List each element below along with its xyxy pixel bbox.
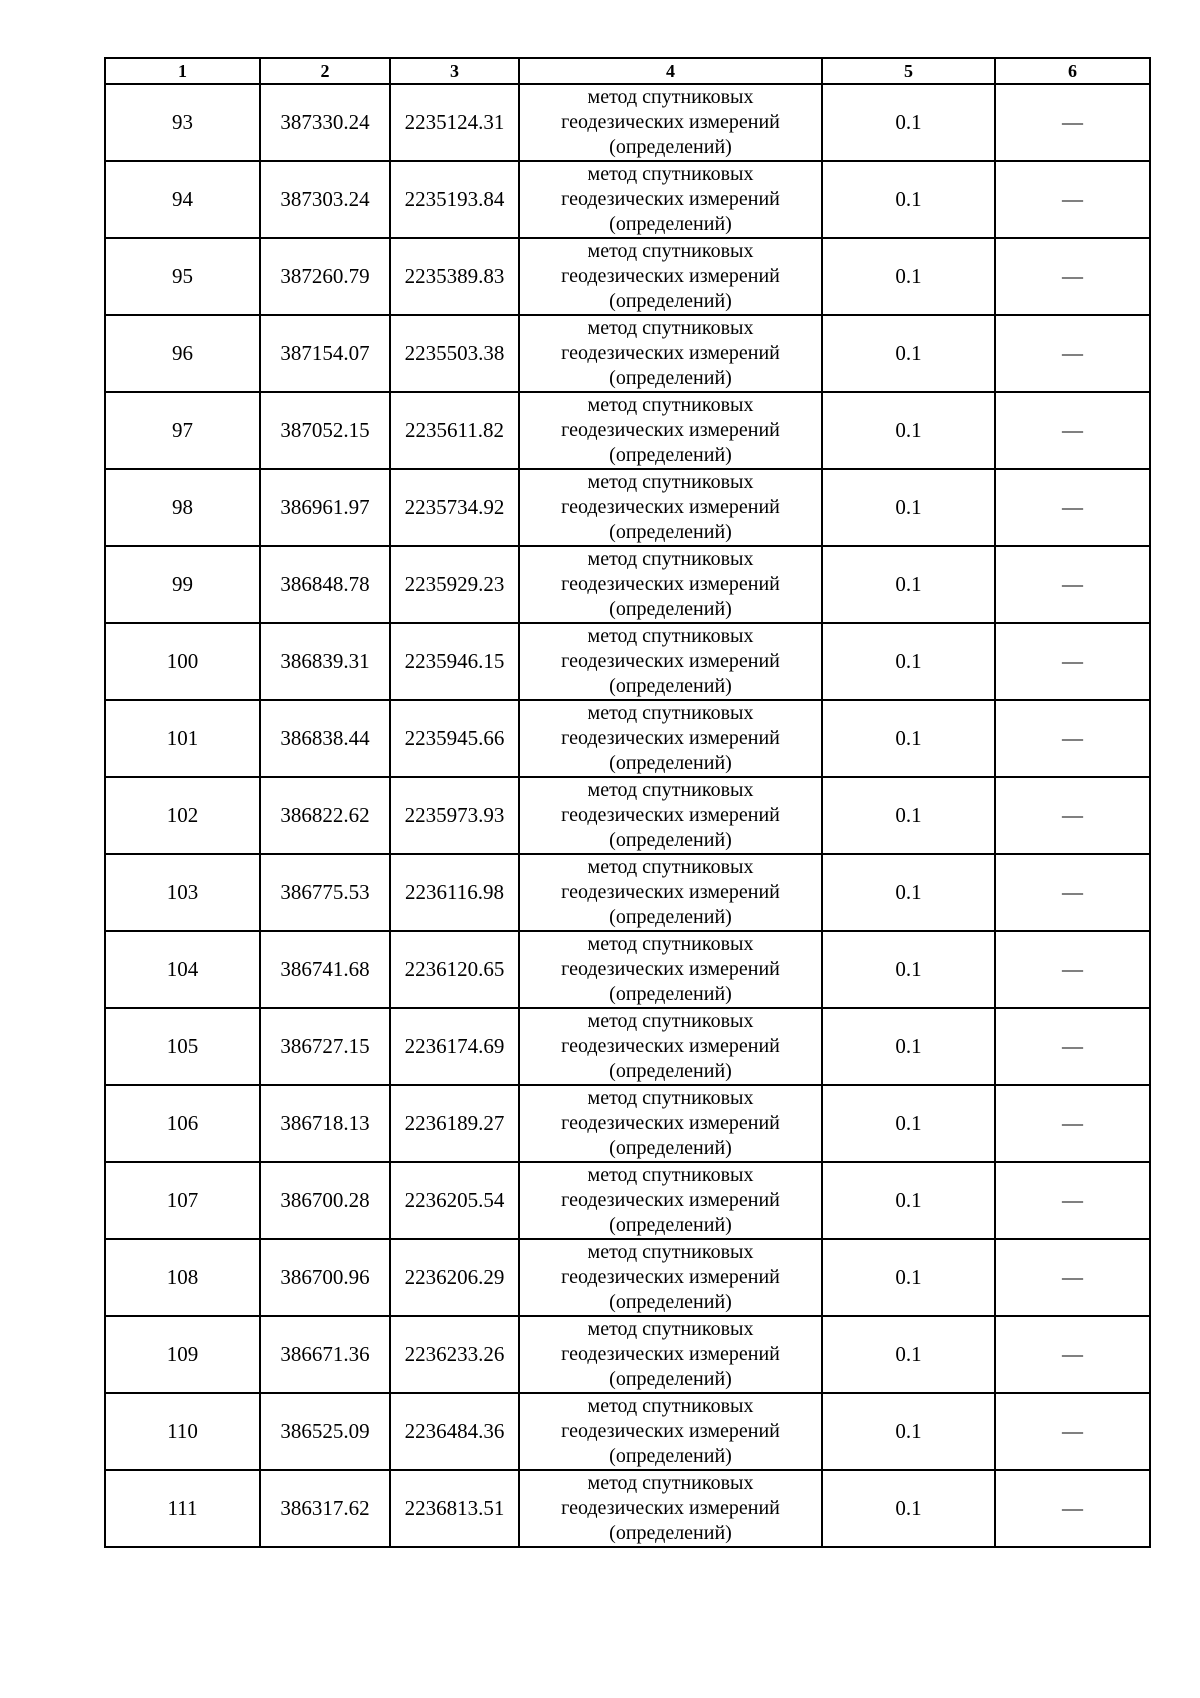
method-line: метод спутниковых bbox=[587, 317, 754, 339]
method-line: (определений) bbox=[609, 136, 732, 158]
method-line: геодезических измерений bbox=[561, 496, 780, 518]
table-row bbox=[105, 161, 1150, 238]
method-line: геодезических измерений bbox=[561, 804, 780, 826]
x-coordinate-cell: 386671.36 bbox=[260, 1316, 390, 1393]
y-coordinate-cell: 2236233.26 bbox=[390, 1316, 519, 1393]
point-number-cell: 102 bbox=[105, 777, 260, 854]
method-line: (определений) bbox=[609, 1522, 732, 1544]
method-line: (определений) bbox=[609, 906, 732, 928]
method-cell bbox=[519, 623, 822, 700]
note-cell: — bbox=[995, 1316, 1150, 1393]
method-cell bbox=[519, 1393, 822, 1470]
accuracy-cell: 0.1 bbox=[822, 700, 995, 777]
column-header-5: 5 bbox=[822, 58, 995, 84]
method-line: геодезических измерений bbox=[561, 881, 780, 903]
x-coordinate-cell: 386839.31 bbox=[260, 623, 390, 700]
method-line: геодезических измерений bbox=[561, 1112, 780, 1134]
table-body bbox=[105, 84, 1150, 1547]
method-cell bbox=[519, 238, 822, 315]
accuracy-cell: 0.1 bbox=[822, 1393, 995, 1470]
table-row bbox=[105, 1239, 1150, 1316]
column-header-3: 3 bbox=[390, 58, 519, 84]
method-cell bbox=[519, 777, 822, 854]
accuracy-cell: 0.1 bbox=[822, 546, 995, 623]
method-line: метод спутниковых bbox=[587, 625, 754, 647]
table-row bbox=[105, 700, 1150, 777]
x-coordinate-cell: 387303.24 bbox=[260, 161, 390, 238]
method-line: (определений) bbox=[609, 1291, 732, 1313]
x-coordinate-cell: 386718.13 bbox=[260, 1085, 390, 1162]
table-row bbox=[105, 392, 1150, 469]
point-number-cell: 99 bbox=[105, 546, 260, 623]
point-number-cell: 107 bbox=[105, 1162, 260, 1239]
x-coordinate-cell: 386961.97 bbox=[260, 469, 390, 546]
y-coordinate-cell: 2235945.66 bbox=[390, 700, 519, 777]
point-number-cell: 100 bbox=[105, 623, 260, 700]
x-coordinate-cell: 386700.28 bbox=[260, 1162, 390, 1239]
note-cell: — bbox=[995, 238, 1150, 315]
method-line: метод спутниковых bbox=[587, 1318, 754, 1340]
method-line: метод спутниковых bbox=[587, 1087, 754, 1109]
y-coordinate-cell: 2236116.98 bbox=[390, 854, 519, 931]
y-coordinate-cell: 2235973.93 bbox=[390, 777, 519, 854]
x-coordinate-cell: 387052.15 bbox=[260, 392, 390, 469]
method-line: метод спутниковых bbox=[587, 1472, 754, 1494]
point-number-cell: 109 bbox=[105, 1316, 260, 1393]
method-cell bbox=[519, 1085, 822, 1162]
note-cell: — bbox=[995, 469, 1150, 546]
method-line: метод спутниковых bbox=[587, 240, 754, 262]
y-coordinate-cell: 2236205.54 bbox=[390, 1162, 519, 1239]
method-line: геодезических измерений bbox=[561, 1035, 780, 1057]
accuracy-cell: 0.1 bbox=[822, 84, 995, 161]
table-row bbox=[105, 931, 1150, 1008]
note-cell: — bbox=[995, 777, 1150, 854]
y-coordinate-cell: 2236813.51 bbox=[390, 1470, 519, 1547]
column-header-6: 6 bbox=[995, 58, 1150, 84]
method-line: метод спутниковых bbox=[587, 1164, 754, 1186]
method-line: метод спутниковых bbox=[587, 702, 754, 724]
point-number-cell: 96 bbox=[105, 315, 260, 392]
method-line: метод спутниковых bbox=[587, 1010, 754, 1032]
method-line: метод спутниковых bbox=[587, 856, 754, 878]
note-cell: — bbox=[995, 392, 1150, 469]
table-row bbox=[105, 238, 1150, 315]
x-coordinate-cell: 386822.62 bbox=[260, 777, 390, 854]
method-line: метод спутниковых bbox=[587, 1395, 754, 1417]
column-header-4: 4 bbox=[519, 58, 822, 84]
method-line: метод спутниковых bbox=[587, 394, 754, 416]
note-cell: — bbox=[995, 1162, 1150, 1239]
note-cell: — bbox=[995, 1085, 1150, 1162]
method-line: (определений) bbox=[609, 444, 732, 466]
note-cell: — bbox=[995, 161, 1150, 238]
method-line: (определений) bbox=[609, 1214, 732, 1236]
method-cell bbox=[519, 1239, 822, 1316]
method-line: геодезических измерений bbox=[561, 1343, 780, 1365]
accuracy-cell: 0.1 bbox=[822, 1085, 995, 1162]
y-coordinate-cell: 2235734.92 bbox=[390, 469, 519, 546]
point-number-cell: 94 bbox=[105, 161, 260, 238]
method-line: метод спутниковых bbox=[587, 933, 754, 955]
method-cell bbox=[519, 1162, 822, 1239]
table-row bbox=[105, 777, 1150, 854]
table-row bbox=[105, 84, 1150, 161]
method-line: геодезических измерений bbox=[561, 111, 780, 133]
method-cell bbox=[519, 546, 822, 623]
table-row bbox=[105, 854, 1150, 931]
method-line: геодезических измерений bbox=[561, 1497, 780, 1519]
method-line: геодезических измерений bbox=[561, 188, 780, 210]
accuracy-cell: 0.1 bbox=[822, 1008, 995, 1085]
y-coordinate-cell: 2236174.69 bbox=[390, 1008, 519, 1085]
method-line: (определений) bbox=[609, 1137, 732, 1159]
method-line: (определений) bbox=[609, 598, 732, 620]
note-cell: — bbox=[995, 315, 1150, 392]
x-coordinate-cell: 386727.15 bbox=[260, 1008, 390, 1085]
accuracy-cell: 0.1 bbox=[822, 161, 995, 238]
method-line: геодезических измерений bbox=[561, 573, 780, 595]
method-line: (определений) bbox=[609, 983, 732, 1005]
accuracy-cell: 0.1 bbox=[822, 777, 995, 854]
point-number-cell: 111 bbox=[105, 1470, 260, 1547]
table-header bbox=[105, 58, 1150, 84]
accuracy-cell: 0.1 bbox=[822, 315, 995, 392]
column-header-2: 2 bbox=[260, 58, 390, 84]
method-cell bbox=[519, 1470, 822, 1547]
method-cell bbox=[519, 315, 822, 392]
method-line: геодезических измерений bbox=[561, 1189, 780, 1211]
table-row bbox=[105, 623, 1150, 700]
header-row bbox=[105, 58, 1150, 84]
x-coordinate-cell: 386700.96 bbox=[260, 1239, 390, 1316]
table-row bbox=[105, 1393, 1150, 1470]
method-cell bbox=[519, 1008, 822, 1085]
method-line: (определений) bbox=[609, 675, 732, 697]
note-cell: — bbox=[995, 854, 1150, 931]
note-cell: — bbox=[995, 931, 1150, 1008]
x-coordinate-cell: 386317.62 bbox=[260, 1470, 390, 1547]
x-coordinate-cell: 386838.44 bbox=[260, 700, 390, 777]
accuracy-cell: 0.1 bbox=[822, 623, 995, 700]
method-line: (определений) bbox=[609, 290, 732, 312]
method-line: (определений) bbox=[609, 1368, 732, 1390]
note-cell: — bbox=[995, 700, 1150, 777]
accuracy-cell: 0.1 bbox=[822, 392, 995, 469]
point-number-cell: 104 bbox=[105, 931, 260, 1008]
method-line: геодезических измерений bbox=[561, 727, 780, 749]
accuracy-cell: 0.1 bbox=[822, 238, 995, 315]
y-coordinate-cell: 2235389.83 bbox=[390, 238, 519, 315]
accuracy-cell: 0.1 bbox=[822, 469, 995, 546]
y-coordinate-cell: 2235124.31 bbox=[390, 84, 519, 161]
method-cell bbox=[519, 84, 822, 161]
method-cell bbox=[519, 931, 822, 1008]
table-row bbox=[105, 1008, 1150, 1085]
note-cell: — bbox=[995, 84, 1150, 161]
method-line: метод спутниковых bbox=[587, 1241, 754, 1263]
method-line: геодезических измерений bbox=[561, 342, 780, 364]
method-line: (определений) bbox=[609, 521, 732, 543]
y-coordinate-cell: 2235503.38 bbox=[390, 315, 519, 392]
point-number-cell: 103 bbox=[105, 854, 260, 931]
point-number-cell: 95 bbox=[105, 238, 260, 315]
method-line: метод спутниковых bbox=[587, 163, 754, 185]
y-coordinate-cell: 2235611.82 bbox=[390, 392, 519, 469]
y-coordinate-cell: 2236189.27 bbox=[390, 1085, 519, 1162]
accuracy-cell: 0.1 bbox=[822, 931, 995, 1008]
method-line: геодезических измерений bbox=[561, 1266, 780, 1288]
table-row bbox=[105, 1316, 1150, 1393]
coordinates-table bbox=[104, 57, 1151, 1548]
note-cell: — bbox=[995, 1393, 1150, 1470]
method-cell bbox=[519, 161, 822, 238]
point-number-cell: 106 bbox=[105, 1085, 260, 1162]
point-number-cell: 97 bbox=[105, 392, 260, 469]
x-coordinate-cell: 386525.09 bbox=[260, 1393, 390, 1470]
point-number-cell: 98 bbox=[105, 469, 260, 546]
method-line: геодезических измерений bbox=[561, 265, 780, 287]
method-line: (определений) bbox=[609, 829, 732, 851]
method-line: (определений) bbox=[609, 213, 732, 235]
method-cell bbox=[519, 700, 822, 777]
y-coordinate-cell: 2235946.15 bbox=[390, 623, 519, 700]
x-coordinate-cell: 387260.79 bbox=[260, 238, 390, 315]
table-row bbox=[105, 546, 1150, 623]
accuracy-cell: 0.1 bbox=[822, 1316, 995, 1393]
x-coordinate-cell: 387154.07 bbox=[260, 315, 390, 392]
method-cell bbox=[519, 1316, 822, 1393]
method-cell bbox=[519, 469, 822, 546]
x-coordinate-cell: 386775.53 bbox=[260, 854, 390, 931]
method-line: (определений) bbox=[609, 1060, 732, 1082]
point-number-cell: 101 bbox=[105, 700, 260, 777]
note-cell: — bbox=[995, 1470, 1150, 1547]
point-number-cell: 108 bbox=[105, 1239, 260, 1316]
method-line: (определений) bbox=[609, 752, 732, 774]
method-line: (определений) bbox=[609, 1445, 732, 1467]
method-line: геодезических измерений bbox=[561, 958, 780, 980]
method-line: метод спутниковых bbox=[587, 779, 754, 801]
note-cell: — bbox=[995, 1008, 1150, 1085]
y-coordinate-cell: 2236206.29 bbox=[390, 1239, 519, 1316]
x-coordinate-cell: 386741.68 bbox=[260, 931, 390, 1008]
method-line: (определений) bbox=[609, 367, 732, 389]
y-coordinate-cell: 2236484.36 bbox=[390, 1393, 519, 1470]
method-cell bbox=[519, 392, 822, 469]
table-row bbox=[105, 315, 1150, 392]
point-number-cell: 110 bbox=[105, 1393, 260, 1470]
point-number-cell: 105 bbox=[105, 1008, 260, 1085]
x-coordinate-cell: 387330.24 bbox=[260, 84, 390, 161]
note-cell: — bbox=[995, 623, 1150, 700]
accuracy-cell: 0.1 bbox=[822, 854, 995, 931]
note-cell: — bbox=[995, 546, 1150, 623]
table-row bbox=[105, 469, 1150, 546]
method-line: метод спутниковых bbox=[587, 86, 754, 108]
column-header-1: 1 bbox=[105, 58, 260, 84]
accuracy-cell: 0.1 bbox=[822, 1470, 995, 1547]
accuracy-cell: 0.1 bbox=[822, 1239, 995, 1316]
table-row bbox=[105, 1085, 1150, 1162]
method-line: геодезических измерений bbox=[561, 650, 780, 672]
y-coordinate-cell: 2236120.65 bbox=[390, 931, 519, 1008]
x-coordinate-cell: 386848.78 bbox=[260, 546, 390, 623]
point-number-cell: 93 bbox=[105, 84, 260, 161]
method-line: метод спутниковых bbox=[587, 471, 754, 493]
method-line: геодезических измерений bbox=[561, 419, 780, 441]
y-coordinate-cell: 2235929.23 bbox=[390, 546, 519, 623]
table-row bbox=[105, 1470, 1150, 1547]
method-cell bbox=[519, 854, 822, 931]
method-line: метод спутниковых bbox=[587, 548, 754, 570]
table-row bbox=[105, 1162, 1150, 1239]
y-coordinate-cell: 2235193.84 bbox=[390, 161, 519, 238]
method-line: геодезических измерений bbox=[561, 1420, 780, 1442]
note-cell: — bbox=[995, 1239, 1150, 1316]
accuracy-cell: 0.1 bbox=[822, 1162, 995, 1239]
